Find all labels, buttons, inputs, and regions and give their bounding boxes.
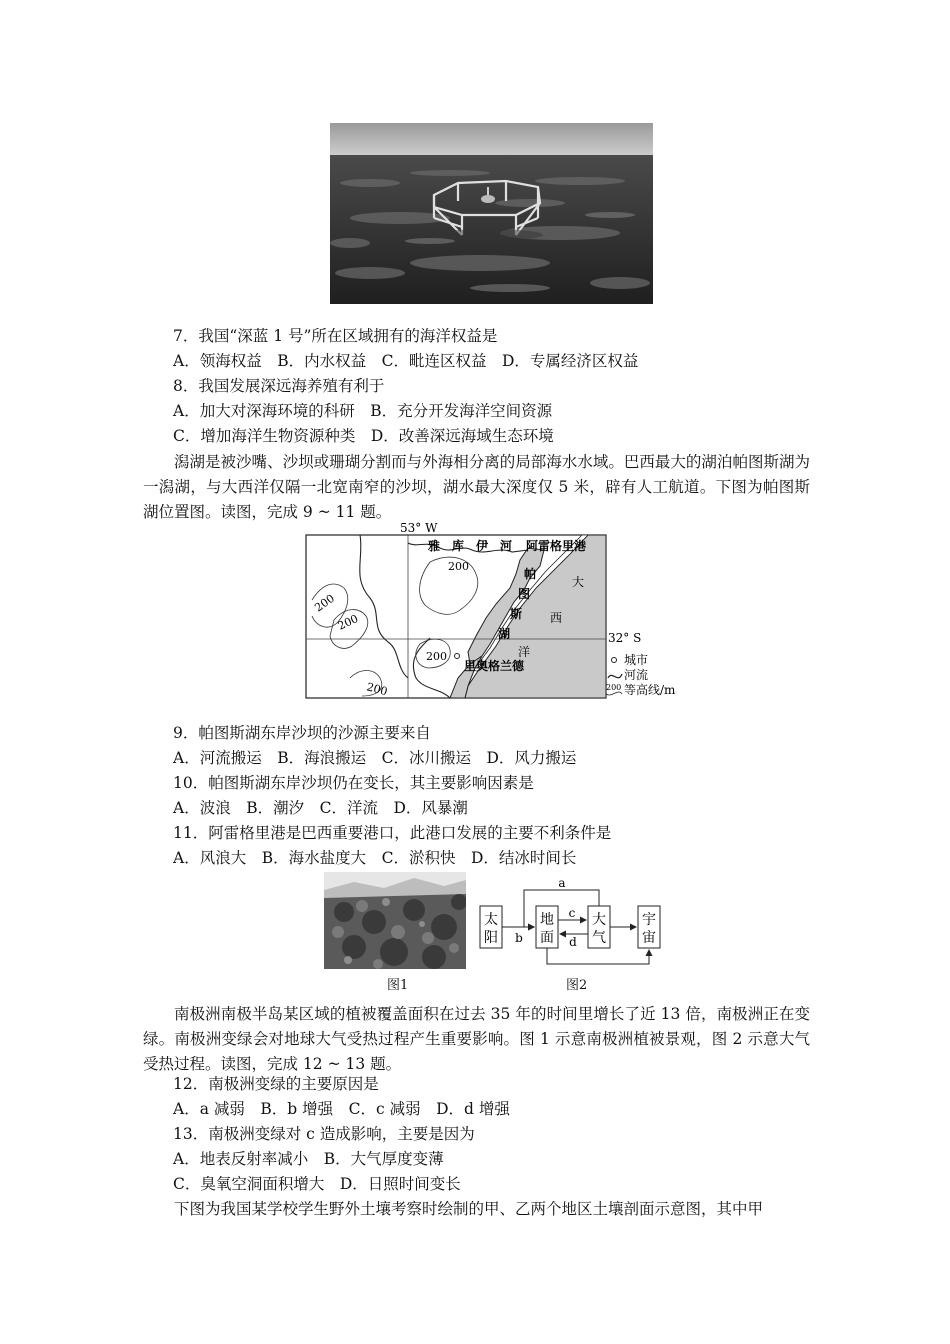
lake-name-char: 湖: [498, 627, 511, 641]
label-a: a: [558, 876, 566, 890]
atmos-char: 大: [592, 912, 606, 928]
q13-options-cd: C．臭氧空洞面积增大 D．日照时间变长: [173, 1175, 461, 1193]
lake-name-char: 斯: [510, 607, 523, 621]
river-name: 雅 库 伊 河: [428, 539, 513, 553]
lake-name-char: 帕: [524, 567, 537, 581]
q9-stem: 9．帕图斯湖东岸沙坝的沙源主要来自: [173, 724, 431, 742]
soil-passage: 下图为我国某学校学生野外土壤考察时绘制的甲、乙两个地区土壤剖面示意图，其中甲: [174, 1200, 764, 1218]
ground-char: 面: [540, 930, 554, 946]
antarctic-passage: 南极洲南极半岛某区域的植被覆盖面积在过去 35 年的时间里增长了近 13 倍，南极洲正在变绿。南极洲变绿会对地球大气受热过程产生重要影响。图 1 示意南极洲植被景观，图 2 示意大气受热过程。读图，完成 12 ~ 13 题。: [143, 1005, 810, 1073]
q13-stem: 13．南极洲变绿对 c 造成影响，主要是因为: [173, 1125, 475, 1143]
q8-stem: 8．我国发展深远海养殖有利于: [173, 377, 385, 395]
label-b: b: [515, 931, 523, 945]
legend-city: 城市: [624, 653, 649, 667]
q10-options: A．波浪 B．潮汐 C．洋流 D．风暴潮: [173, 799, 468, 817]
lagoon-passage: 潟湖是被沙嘴、沙坝或珊瑚分割而与外海相分离的局部海水水域。巴西最大的湖泊帕图斯湖为一潟湖，与大西洋仅隔一北宽南窄的沙坝，湖水最大深度仅 5 米，辟有人工航道。下图为帕图斯湖位置图。读图，完成 9 ~ 11 题。: [143, 453, 810, 521]
ocean-name-char: 西: [550, 611, 563, 625]
legend-city-icon: [612, 658, 617, 663]
contour-label: 200: [335, 612, 361, 633]
contour-label: 200: [312, 591, 337, 615]
aquaculture-cage-photo: [330, 123, 653, 304]
lake-name-char: 图: [518, 587, 531, 601]
q7-options: A．领海权益 B．内水权益 C．毗连区权益 D．专属经济区权益: [173, 352, 639, 370]
legend-river: 河流: [624, 668, 649, 682]
atmos-char: 气: [592, 930, 606, 946]
atmospheric-heating-diagram: [476, 876, 666, 971]
contour-label: 200: [448, 560, 469, 573]
longitude-label: 53° W: [400, 521, 438, 535]
space-char: 宙: [642, 930, 656, 946]
q12-stem: 12．南极洲变绿的主要原因是: [173, 1075, 379, 1093]
label-d: d: [569, 935, 577, 949]
port-name: 阿雷格里港: [526, 539, 587, 553]
ground-char: 地: [540, 912, 554, 928]
legend-contour-icon: [606, 692, 622, 695]
legend-contour-sample: 200: [606, 683, 622, 692]
legend-contour: 等高线/m: [624, 683, 676, 697]
q12-options: A．a 减弱 B．b 增强 C．c 减弱 D．d 增强: [173, 1100, 510, 1118]
q13-options-ab: A．地表反射率减小 B．大气厚度变薄: [173, 1150, 444, 1168]
fig1-caption: 图1: [387, 978, 409, 993]
sun-char: 太: [484, 912, 498, 928]
q8-options-ab: A．加大对深海环境的科研 B．充分开发海洋空间资源: [173, 402, 553, 420]
legend-river-icon: [608, 674, 622, 678]
q10-stem: 10．帕图斯湖东岸沙坝仍在变长，其主要影响因素是: [173, 774, 534, 792]
q7-stem: 7．我国“深蓝 1 号”所在区域拥有的海洋权益是: [173, 327, 498, 345]
antarctic-vegetation-photo: [324, 872, 466, 969]
q9-options: A．河流搬运 B．海浪搬运 C．冰川搬运 D．风力搬运: [173, 749, 577, 767]
q8-options-cd: C．增加海洋生物资源种类 D．改善深远海域生态环境: [173, 427, 554, 445]
patos-lagoon-map: [300, 518, 690, 702]
contour-label: 200: [426, 650, 447, 663]
sun-char: 阳: [484, 930, 498, 946]
ocean-name-char: 大: [572, 575, 585, 589]
latitude-label: 32° S: [608, 631, 642, 645]
label-c: c: [568, 906, 576, 920]
city-marker: [455, 654, 460, 659]
space-char: 宇: [642, 912, 656, 928]
fig2-caption: 图2: [566, 978, 588, 993]
city-name: 里奥格兰德: [464, 659, 525, 673]
contour-label: 200: [365, 680, 389, 699]
q11-options: A．风浪大 B．海水盐度大 C．淤积快 D．结冰时间长: [173, 849, 577, 867]
ocean-name-char: 洋: [518, 645, 531, 659]
q11-stem: 11．阿雷格里港是巴西重要港口，此港口发展的主要不利条件是: [173, 824, 612, 842]
